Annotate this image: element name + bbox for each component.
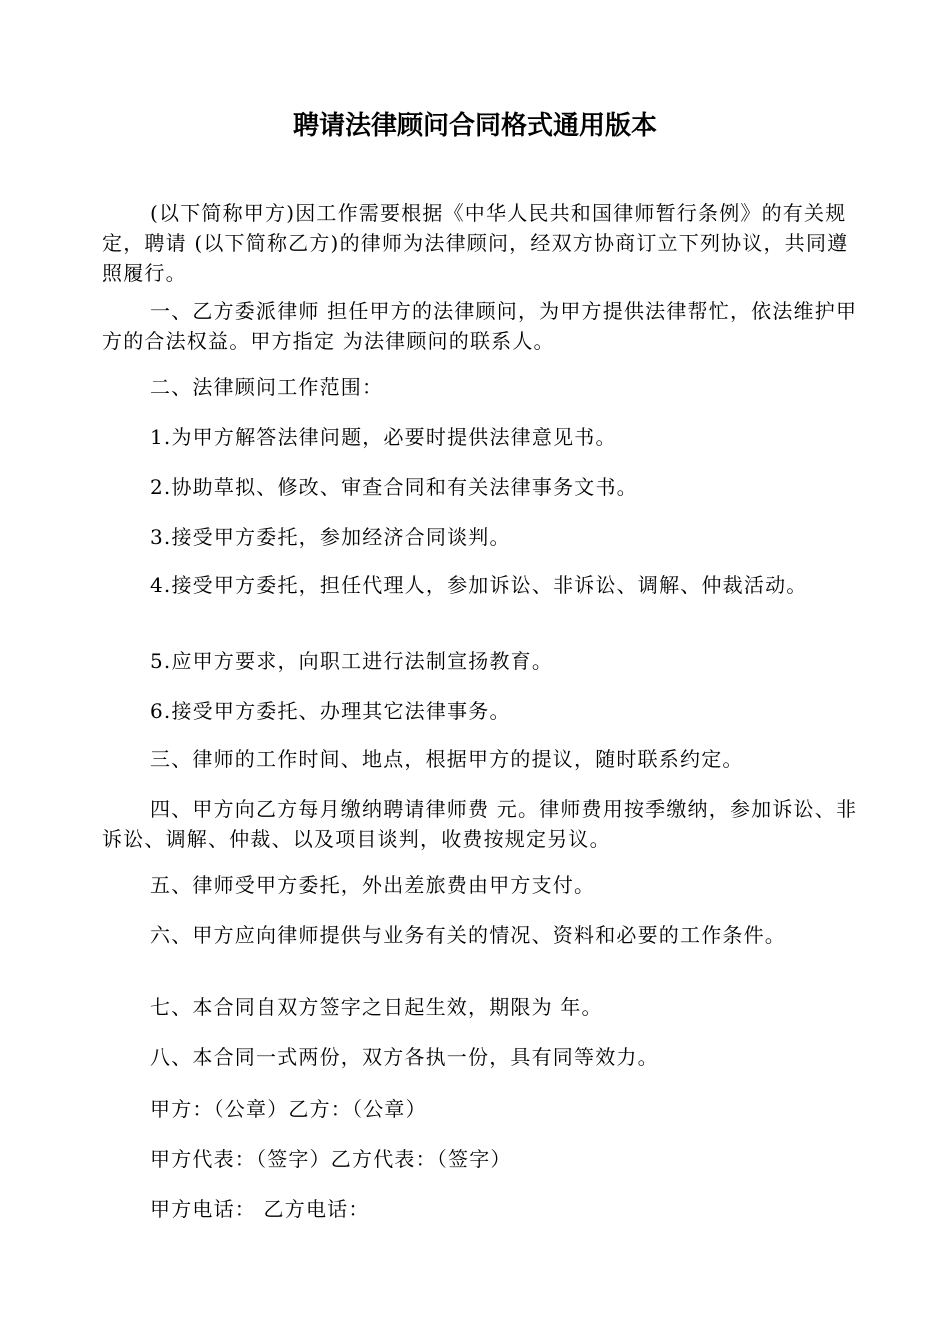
signature-representative-line: 甲方代表：（签字）乙方代表：（签字）	[150, 1147, 512, 1171]
scope-item-4: 4.接受甲方委托，担任代理人，参加诉讼、非诉讼、调解、仲裁活动。	[150, 573, 808, 597]
scope-item-5: 5.应甲方要求，向职工进行法制宣扬教育。	[150, 649, 554, 673]
signature-phone-line: 甲方电话： 乙方电话：	[150, 1197, 370, 1221]
clause-5-paragraph: 五、律师受甲方委托，外出差旅费由甲方支付。	[150, 873, 596, 897]
clause-3-paragraph: 三、律师的工作时间、地点，根据甲方的提议，随时联系约定。	[150, 747, 744, 771]
clause-4-paragraph: 四、甲方向乙方每月缴纳聘请律师费 元。律师费用按季缴纳，参加诉讼、非诉讼、调解、仲裁、以及项目谈判，收费按规定另议。	[102, 797, 858, 851]
scope-item-1: 1.为甲方解答法律问题，必要时提供法律意见书。	[150, 425, 617, 449]
scope-item-2: 2.协助草拟、修改、审查合同和有关法律事务文书。	[150, 475, 638, 499]
clause-1-paragraph: 一、乙方委派律师 担任甲方的法律顾问，为甲方提供法律帮忙，依法维护甲方的合法权益。甲方指定 为法律顾问的联系人。	[102, 299, 858, 353]
signature-seal-line: 甲方：（公章）乙方：（公章）	[150, 1097, 427, 1121]
intro-paragraph: (以下简称甲方)因工作需要根据《中华人民共和国律师暂行条例》的有关规定，聘请 (以下简称乙方)的律师为法律顾问，经双方协商订立下列协议，共同遵照履行。	[102, 201, 849, 285]
clause-8-paragraph: 八、本合同一式两份，双方各执一份，具有同等效力。	[150, 1045, 659, 1069]
clause-7-paragraph: 七、本合同自双方签字之日起生效，期限为 年。	[150, 995, 603, 1019]
document-title: 聘请法律顾问合同格式通用版本	[292, 111, 657, 141]
scope-item-3: 3.接受甲方委托，参加经济合同谈判。	[150, 525, 511, 549]
clause-2-heading: 二、法律顾问工作范围：	[150, 375, 384, 399]
scope-item-6: 6.接受甲方委托、办理其它法律事务。	[150, 699, 511, 723]
clause-6-paragraph: 六、甲方应向律师提供与业务有关的情况、资料和必要的工作条件。	[150, 923, 786, 947]
